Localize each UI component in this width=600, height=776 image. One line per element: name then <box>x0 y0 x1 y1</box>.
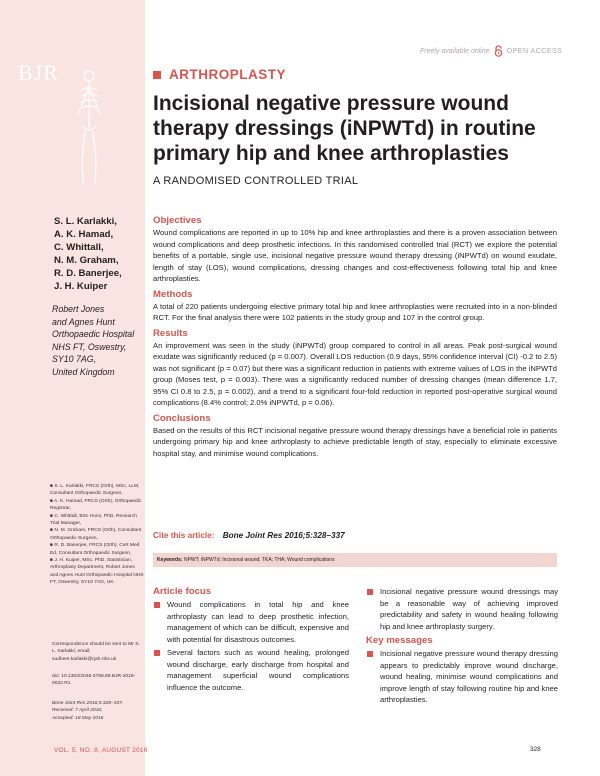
skeleton-watermark-icon <box>74 68 104 188</box>
list-item: Wound complications in total hip and knee arthroplasty can lead to deep prosthetic infection, management of which can be difficult, expensive and with potential for disastrous outcomes. <box>153 599 349 645</box>
journal-logo: BJR <box>18 60 59 85</box>
author-note: ■ A. K. Hamad, FRCS (Orth), Orthopaedic Registrar, <box>50 498 142 512</box>
methods-heading: Methods <box>153 288 193 300</box>
abstract <box>153 215 557 463</box>
journal-ref: Bone Joint Res 2016;5:328–337. <box>52 701 124 706</box>
citation-label: Cite this article: <box>153 531 215 540</box>
author-list <box>54 215 122 293</box>
results-heading: Results <box>153 327 188 339</box>
keywords-text: NPWT; iNPWTd; Incisional wound; TKA; THA; Wound complications <box>183 557 335 563</box>
affiliation-line: NHS FT, Oswestry, <box>52 341 127 352</box>
keywords-label: Keywords: <box>157 557 183 563</box>
article-dates <box>52 700 144 722</box>
author-note: ■ N. M. Graham, FRCS (Orth), Consultant Orthopaedic Surgeon, <box>50 528 142 541</box>
doi: doi: 10.1302/2046-3758.58.BJR-2016-0022.R1 <box>52 674 136 687</box>
author-name: C. Whittall, <box>54 242 104 253</box>
affiliation-line: and Agnes Hunt <box>52 316 115 327</box>
key-messages-list <box>366 648 558 706</box>
conclusions-text: Based on the results of this RCT incisional negative pressure wound therapy dressings have a beneficial role in patients undergoing primary hip and knee arthroplasty to achieve predictable length of stay, especially to eliminate excessive hospital stay, and minimise wound complications. <box>153 425 557 458</box>
list-item: Incisional negative pressure wound dressings may be a reasonable way of achieving improved predictability and safety in wound healing following hip and knee arthroplasty surgery. <box>366 586 558 632</box>
article-focus-list <box>153 599 349 693</box>
conclusions-heading: Conclusions <box>153 412 211 424</box>
oa-label: OPEN ACCESS <box>506 47 563 55</box>
author-note: ■ J. H. Kuiper, MSc, PhD, Statistician, Arthroplasty Department, Robert Jones and Agnes Hunt Orthopaedic Hospital NHS FT, Oswestry, SY10 7AG, UK. <box>50 558 144 586</box>
author-note: ■ R. D. Banerjee, FRCS (Orth), Cert Med Ed, Consultant Orthopaedic Surgeon, <box>50 543 140 556</box>
citation <box>153 531 345 540</box>
section-square-icon <box>153 71 161 79</box>
article-focus-heading: Article focus <box>153 586 212 597</box>
page-number: 328 <box>530 746 541 753</box>
results-text: An improvement was seen in the study (iNPWTd) group compared to control in all areas. Peak post-surgical wound exudate was significantly reduced (p = 0.007). Overall LOS reduction (0.9 days, 95% confidence interval (CI) -0.2 to 2.5) was not significant (p = 0.07) but there was a significant reduction in patients with extreme values of LOS in the iNPWTd group (Moses test, p = 0.003). There was a significantly reduced number of dressing changes (mean difference 1.7, 95% CI 0.8 to 2.5, p = 0.002), and a trend to a significant four-fold reduction in reported post-operative surgical wound complications (8.4% control; 2.0% iNPWTd, p = 0.06). <box>153 340 557 407</box>
open-access-notice <box>420 45 562 57</box>
open-lock-icon <box>494 45 503 57</box>
objectives-heading: Objectives <box>153 215 202 226</box>
affiliation-line: Orthopaedic Hospital <box>52 329 135 339</box>
author-note: ■ S. L. Karlakki, FRCS (Orth), MSc, LLM, Consultant Orthopaedic Surgeon, <box>50 484 140 497</box>
correspondence: Correspondence should be sent to Mr S. L. Karlakki; email: sudheer.karlakki@rjah.nhs.uk <box>52 642 140 662</box>
keywords-band <box>153 553 557 567</box>
list-item: Several factors such as wound healing, prolonged wound discharge, early discharge from hospital and management superficial wound complications influence the outcome. <box>153 647 349 693</box>
article-title: Incisional negative pressure wound therapy dressings (iNPWTd) in routine primary hip and knee arthroplasties <box>153 92 536 165</box>
affiliation-line: SY10 7AG, <box>52 354 97 364</box>
section-label <box>153 67 286 82</box>
author-name: S. L. Karlakki, <box>54 216 117 227</box>
citation-ref: Bone Joint Res 2016;5:328–337 <box>222 531 345 540</box>
objectives-text: Wound complications are reported in up to 10% hip and knee arthroplasties and there is a proven association between wound complications and deep prosthetic infections. In this randomised controlled trial (RCT) we explore the potential benefits of a portable, single use, incisional negative pressure wound therapy dressing (iNPWTd) on wound exudate, length of stay (LOS), wound complications, dressing changes and cost-effectiveness following total hip and knee arthroplasties. <box>153 228 557 283</box>
article-subtitle: A RANDOMISED CONTROLLED TRIAL <box>153 175 359 187</box>
article-focus-list-continued <box>366 586 558 632</box>
affiliation <box>52 303 142 378</box>
author-name: A. K. Hamad, <box>54 229 114 240</box>
methods-text: A total of 220 patients undergoing elective primary total hip and knee arthroplasties were recruited into in a non-blinded RCT. For the final analysis there were 102 patients in the study group and 107 in the control group. <box>153 301 557 322</box>
list-item: Incisional negative pressure wound therapy dressing appears to predictably improve wound discharge, wound healing, minimise wound complications and improve length of stay following routine hip and knee arthroplasties. <box>366 648 558 706</box>
received-date: Received: 7 April 2016; <box>52 708 103 714</box>
key-messages-heading: Key messages <box>366 635 433 646</box>
author-note: ■ C. Whittall, BSc Hons, PhD, Research Trial Manager, <box>50 513 137 527</box>
author-name: R. D. Banerjee, <box>54 268 122 279</box>
author-name: J. H. Kuiper <box>54 281 108 292</box>
accepted-date: Accepted: 18 May 2016 <box>52 715 104 721</box>
oa-notice-text: Freely available online <box>420 47 490 55</box>
author-notes <box>50 483 144 587</box>
affiliation-line: United Kingdom <box>52 366 115 377</box>
article-focus-box <box>153 586 349 695</box>
footer-volume: VOL. 5, NO. 8, AUGUST 2016 <box>54 747 148 754</box>
section-text: ARTHROPLASTY <box>169 67 286 82</box>
affiliation-line: Robert Jones <box>52 304 105 314</box>
right-column-box <box>366 586 558 708</box>
author-name: N. M. Graham, <box>54 255 119 266</box>
